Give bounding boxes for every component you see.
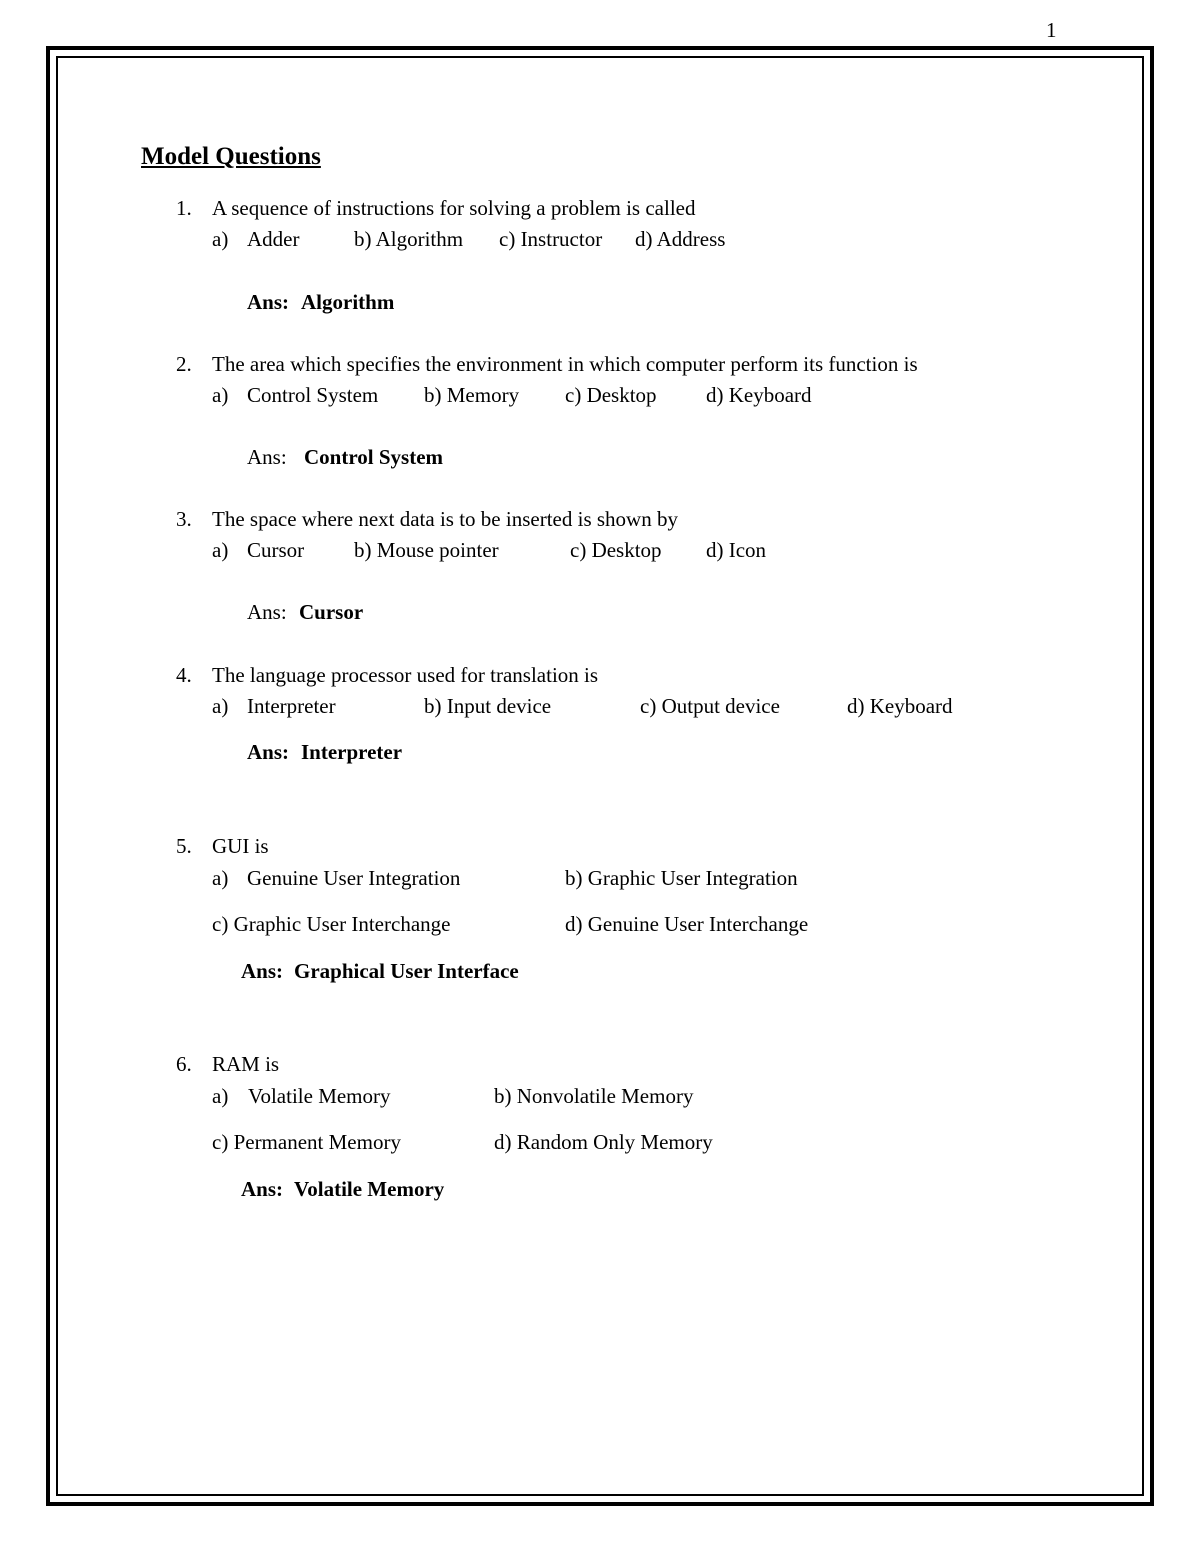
option-d: d) Keyboard: [706, 383, 812, 407]
option-marker: a): [212, 866, 229, 890]
option-b: b) Input device: [424, 694, 552, 718]
option-d: d) Genuine User Interchange: [565, 912, 809, 936]
option-b: b) Memory: [424, 383, 520, 407]
option-b: b) Mouse pointer: [354, 538, 499, 562]
option-d: d) Random Only Memory: [494, 1130, 713, 1154]
question-text: RAM is: [212, 1052, 280, 1076]
option-d: d) Address: [635, 227, 726, 251]
option-b: b) Algorithm: [354, 227, 464, 251]
option-a: Control System: [247, 383, 379, 407]
answer-value: Interpreter: [301, 740, 403, 764]
page-number: 1: [1046, 18, 1057, 42]
option-b: b) Graphic User Integration: [565, 866, 798, 890]
option-d: d) Keyboard: [847, 694, 953, 718]
option-marker: a): [212, 383, 229, 407]
question-number: 1.: [176, 196, 192, 220]
option-marker: a): [212, 694, 229, 718]
option-a: Genuine User Integration: [247, 866, 461, 890]
option-b: b) Nonvolatile Memory: [494, 1084, 694, 1108]
option-c: c) Desktop: [565, 383, 657, 407]
option-c: c) Permanent Memory: [212, 1130, 401, 1154]
option-a: Cursor: [247, 538, 305, 562]
page-border-inner: [56, 56, 1144, 1496]
question-text: The area which specifies the environment in which computer perform its function is: [212, 352, 918, 376]
question-number: 6.: [176, 1052, 192, 1076]
option-c: c) Instructor: [499, 227, 603, 251]
option-c: c) Output device: [640, 694, 780, 718]
answer-label: Ans:: [247, 290, 290, 314]
option-a: Interpreter: [247, 694, 336, 718]
question-number: 4.: [176, 663, 192, 687]
answer-value: Control System: [304, 445, 444, 469]
option-a: Volatile Memory: [248, 1084, 391, 1108]
page-title: Model Questions: [141, 143, 321, 170]
answer-label: Ans:: [247, 445, 287, 469]
option-marker: a): [212, 1084, 229, 1108]
option-c: c) Graphic User Interchange: [212, 912, 451, 936]
option-marker: a): [212, 538, 229, 562]
answer-label: Ans:: [247, 600, 287, 624]
option-marker: a): [212, 227, 229, 251]
answer-value: Volatile Memory: [294, 1177, 445, 1201]
question-number: 2.: [176, 352, 192, 376]
question-text: The language processor used for translation is: [212, 663, 599, 687]
option-d: d) Icon: [706, 538, 767, 562]
option-a: Adder: [247, 227, 300, 251]
answer-value: Cursor: [299, 600, 364, 624]
option-c: c) Desktop: [570, 538, 662, 562]
answer-label: Ans:: [241, 959, 284, 983]
answer-value: Algorithm: [301, 290, 395, 314]
question-text: GUI is: [212, 834, 269, 858]
question-text: The space where next data is to be inserted is shown by: [212, 507, 678, 531]
answer-label: Ans:: [247, 740, 290, 764]
question-number: 5.: [176, 834, 192, 858]
question-text: A sequence of instructions for solving a problem is called: [212, 196, 696, 220]
question-number: 3.: [176, 507, 192, 531]
answer-label: Ans:: [241, 1177, 284, 1201]
answer-value: Graphical User Interface: [294, 959, 519, 983]
